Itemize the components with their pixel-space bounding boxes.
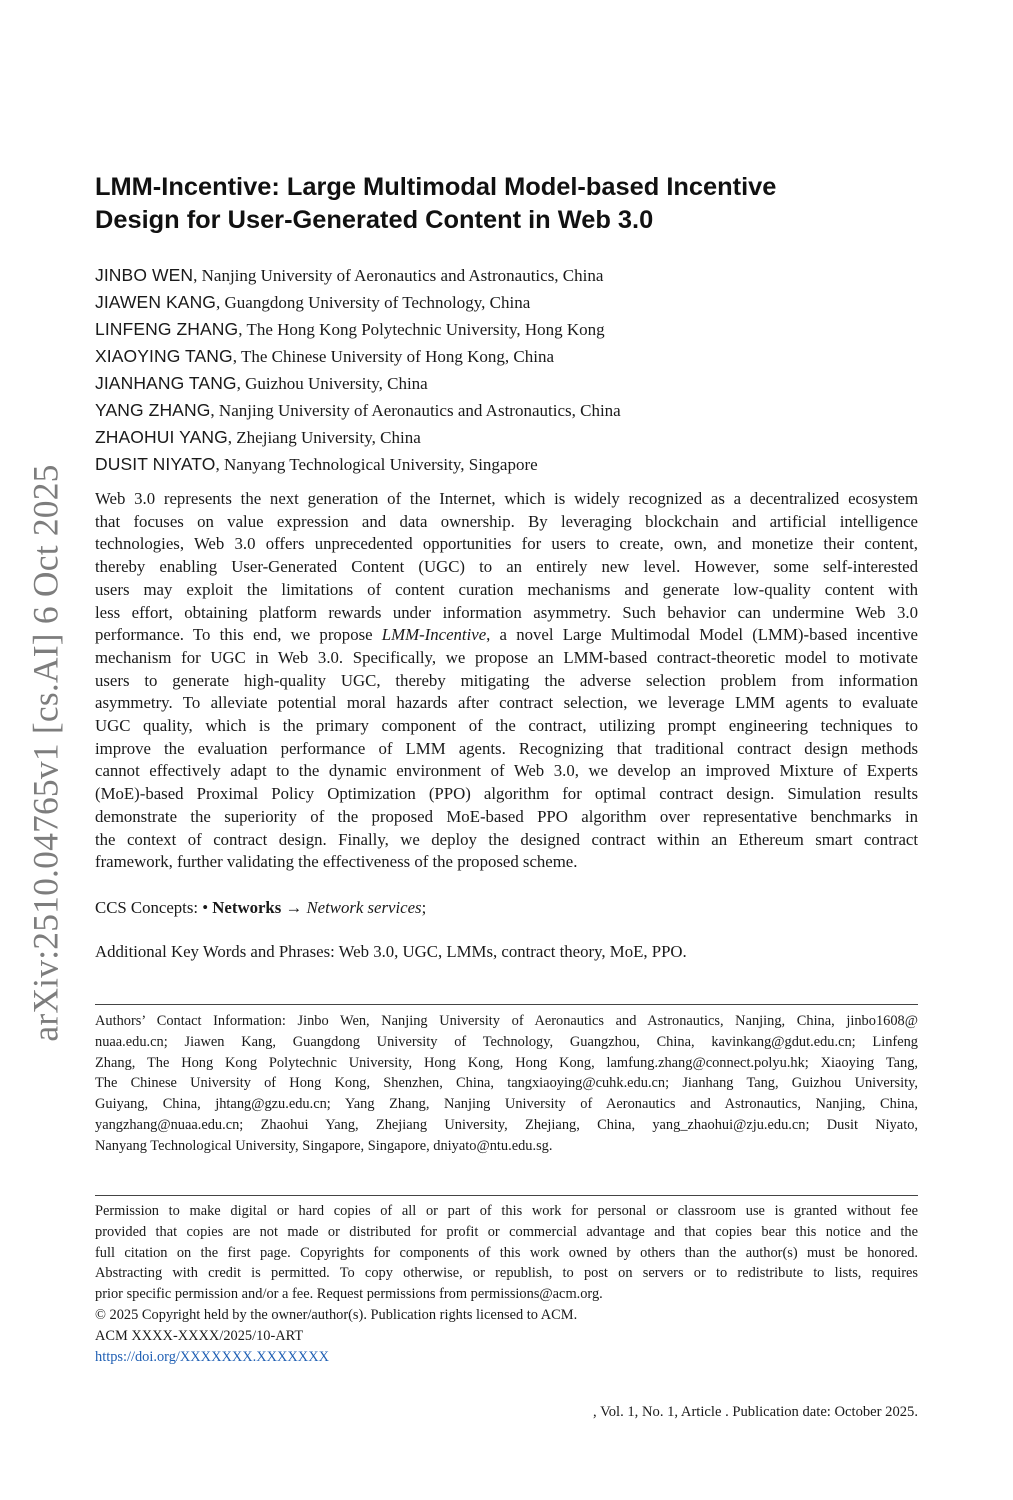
permission-notice [95,1201,918,1367]
abstract-line: Web 3.0 represents the next generation of the Internet, which is widely recognized as a decentralized ecosystem [95,489,918,508]
contact-divider [95,1004,918,1005]
author-name: LINFENG ZHANG [95,319,239,339]
author-entry: JINBO WEN, Nanjing University of Aeronautics and Astronautics, China [95,265,604,285]
abstract-line: the context of contract design. Finally, we deploy the designed contract within an Ethereum smart contract [95,829,918,849]
abstract [95,488,918,874]
abstract-line: users to generate high-quality UGC, thereby mitigating the adverse selection problem from information [95,670,918,690]
author-contact-info [95,1011,918,1157]
permission-line: prior specific permission and/or a fee. Request permissions from permissions@acm.org. [95,1286,603,1303]
author-affiliation: Nanjing University of Aeronautics and Astronautics, China [201,266,604,285]
abstract-line: UGC quality, which is the primary component of the contract, utilizing prompt engineering techniques to [95,716,918,736]
author-name: JIAWEN KANG [95,292,217,312]
author-affiliation: Guangdong University of Technology, China [224,293,531,312]
abstract-line: less effort, obtaining platform rewards under information asymmetry. Such behavior can undermine Web 3.0 [95,602,918,622]
doi-link[interactable]: https://doi.org/XXXXXXX.XXXXXXX [95,1348,329,1365]
title-line-1: LMM-Incentive: Large Multimodal Model-based Incentive [95,173,777,201]
permission-divider [95,1195,918,1196]
author-affiliation: Guizhou University, China [245,374,428,393]
abstract-line: cannot effectively adapt to the dynamic environment of Web 3.0, we develop an improved Mixture of Experts [95,761,918,781]
permission-line: Permission to make digital or hard copies of all or part of this work for personal or classroom use is granted without fee [95,1203,918,1219]
permission-line: Abstracting with credit is permitted. To copy otherwise, or republish, to post on servers or to redistribute to lists, requires [95,1265,918,1282]
author-entry: JIANHANG TANG, Guizhou University, China [95,373,428,393]
contact-line: The Chinese University of Hong Kong, Shenzhen, China, tangxiaoying@cuhk.edu.cn; Jianhang Tang, Guizhou University, [95,1075,918,1092]
abstract-line: improve the evaluation performance of LMM agents. Recognizing that traditional contract design methods [95,738,918,758]
abstract-line: (MoE)-based Proximal Policy Optimization (PPO) algorithm for optimal contract design. Simulation results [95,784,918,804]
abstract-line: demonstrate the superiority of the proposed MoE-based PPO algorithm over representative benchmarks in [95,806,918,826]
ccs-concept-italic: Network services [306,898,422,917]
abstract-line [95,624,918,647]
author-entry: LINFENG ZHANG, The Hong Kong Polytechnic University, Hong Kong [95,319,605,339]
contact-line: nuaa.edu.cn; Jiawen Kang, Guangdong University of Technology, Guangzhou, China, kavinkang@gdut.edu.cn; Linfeng [95,1033,918,1050]
author-entry: JIAWEN KANG, Guangdong University of Technology, China [95,292,531,312]
author-entry: ZHAOHUI YANG, Zhejiang University, China [95,427,421,447]
permission-line: full citation on the first page. Copyrights for components of this work owned by others than the author(s) must be honored. [95,1244,918,1261]
arxiv-stamp [22,408,70,1098]
abstract-text: , a novel Large Multimodal Model (LMM)-based incentive [486,625,919,645]
author-name: DUSIT NIYATO [95,454,216,474]
author-entry: YANG ZHANG, Nanjing University of Aeronautics and Astronautics, China [95,400,621,420]
author-affiliation: Nanyang Technological University, Singapore [223,455,538,474]
copyright-line: © 2025 Copyright held by the owner/author(s). Publication rights licensed to ACM. [95,1306,578,1323]
contact-line: Guiyang, China, jhtang@gzu.edu.cn; Yang Zhang, Nanjing University of Aeronautics and Astronautics, Nanjing, China, [95,1096,918,1113]
author-name: JIANHANG TANG [95,373,237,393]
page-footer: , Vol. 1, No. 1, Article . Publication date: October 2025. [593,1404,918,1420]
abstract-line: asymmetry. To alleviate potential moral hazards after contract selection, we leverage LMM agents to evaluate [95,693,918,713]
abstract-text: performance. To this end, we propose [95,625,382,645]
contact-line: yangzhang@nuaa.edu.cn; Zhaohui Yang, Zhejiang University, Zhejiang, China, yang_zhaohui@zju.edu.cn; Dusit Niyato, [95,1116,918,1133]
contact-line: Nanyang Technological University, Singapore, Singapore, dniyato@ntu.edu.sg. [95,1137,553,1154]
author-list [95,262,918,478]
title-line-2: Design for User-Generated Content in Web 3.0 [95,206,654,234]
paper-title [95,171,918,237]
scheme-name-emphasis: LMM-Incentive [381,625,487,645]
author-entry: DUSIT NIYATO, Nanyang Technological University, Singapore [95,454,538,474]
author-affiliation: Nanjing University of Aeronautics and Astronautics, China [218,401,621,420]
abstract-line: framework, further validating the effectiveness of the proposed scheme. [95,852,578,872]
abstract-line: users may exploit the limitations of content curation mechanisms and generate low-quality content with [95,579,918,599]
keywords: Additional Key Words and Phrases: Web 3.0, UGC, LMMs, contract theory, MoE, PPO. [95,942,687,961]
permission-line: provided that copies are not made or distributed for profit or commercial advantage and that copies bear this notice and the [95,1223,918,1240]
contact-line: Zhang, The Hong Kong Polytechnic University, Hong Kong, Hong Kong, lamfung.zhang@connect.polyu.hk; Xiaoying Tang, [95,1054,918,1071]
abstract-line: thereby enabling User-Generated Content (UGC) to an entirely new level. However, some self-interested [95,557,918,577]
contact-line: Authors’ Contact Information: Jinbo Wen, Nanjing University of Aeronautics and Astronautics, Nanjing, China, jinbo1608@ [95,1013,918,1029]
author-affiliation: The Chinese University of Hong Kong, China [240,347,555,366]
author-name: JINBO WEN [95,265,194,285]
acm-id: ACM XXXX-XXXX/2025/10-ART [95,1327,304,1344]
ccs-concepts [95,898,426,918]
ccs-concept-bold: Networks [212,898,282,917]
author-affiliation: The Hong Kong Polytechnic University, Hong Kong [246,320,605,339]
author-entry: XIAOYING TANG, The Chinese University of Hong Kong, China [95,346,555,366]
abstract-line: mechanism for UGC in Web 3.0. Specifically, we propose an LMM-based contract-theoretic model to motivate [95,647,918,667]
ccs-label: CCS Concepts: • [95,898,213,917]
abstract-line: technologies, Web 3.0 offers unprecedented opportunities for users to create, own, and monetize their content, [95,534,918,554]
author-affiliation: Zhejiang University, China [236,428,421,447]
author-name: YANG ZHANG [95,400,211,420]
author-name: ZHAOHUI YANG [95,427,228,447]
ccs-end: ; [421,898,427,917]
ccs-arrow: → [281,898,307,917]
abstract-line: that focuses on value expression and data ownership. By leveraging blockchain and artificial intelligence [95,511,918,531]
author-name: XIAOYING TANG [95,346,233,366]
arxiv-stamp-text: arXiv:2510.04765v1 [cs.AI] 6 Oct 2025 [26,464,66,1042]
